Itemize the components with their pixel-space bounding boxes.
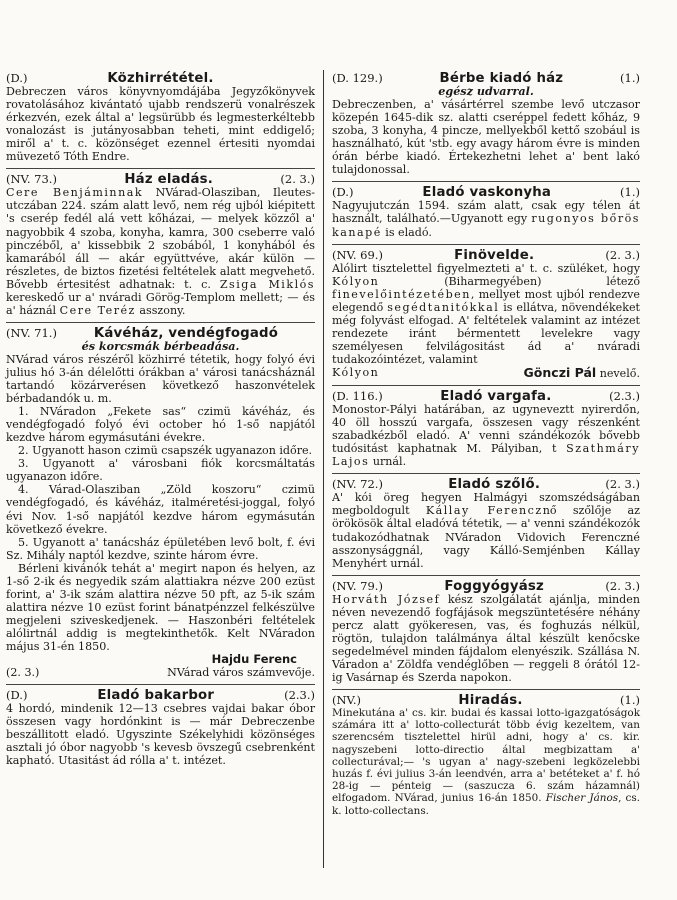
ad-number: (1.) xyxy=(620,185,640,200)
separator xyxy=(332,244,640,245)
ad-heading xyxy=(6,327,315,340)
ad-title: Finövelde. xyxy=(454,247,535,263)
ad-title: Kávéház, vendégfogadó xyxy=(93,325,279,341)
ad-number: (2. 3.) xyxy=(6,666,40,680)
ad-ref: (D.) xyxy=(6,688,28,703)
ad-vargafa xyxy=(332,390,640,468)
ad-number: (2. 3.) xyxy=(605,477,640,492)
ad-heading xyxy=(332,249,640,262)
ad-number: (1.) xyxy=(620,71,640,85)
ad-heading xyxy=(6,173,315,186)
separator xyxy=(6,168,315,169)
ad-kozhirretetel xyxy=(6,72,315,163)
ad-finovelde xyxy=(332,249,640,380)
ad-title: Eladó vargafa. xyxy=(440,389,552,405)
separator xyxy=(6,322,315,323)
staff-name: segédtanitókkal xyxy=(387,300,500,314)
ad-number: (2. 3.) xyxy=(605,247,640,262)
ad-heading xyxy=(332,390,640,403)
ad-number: (2.3.) xyxy=(284,688,315,703)
ad-ref: (D.) xyxy=(6,71,28,85)
ad-haz-eladas xyxy=(6,173,315,317)
contact-name: Zsiga Miklós xyxy=(219,277,315,291)
ad-title: Ház eladás. xyxy=(124,172,214,188)
ad-body: Debreczen város könyvnyomdájába Jegyzőkönyvek rovatolásához kivántató ujabb rendszerü vonalrészek érkezvén, ezek által a' legsürübb és legmesterkéltebb vonalozást is jutányosabban teheti, mint eddigelő; miről a' t. c. közönséget ezennel értesiti nyomdai müvezető Tóth Endre. xyxy=(6,85,315,164)
ad-body: Debreczenben, a' vásártérrel szembe levő utczasor közepén 1645-dik sz. alatti cseréppel fedett kőház, 9 szoba, 3 konyha, 4 pincze, mellyekből kettő szobául is használható, kút 'stb. egy avagy három évre is minden órán bérbe kiadó. Értekezhetni lehet a' bent lakó tulajdonossal. xyxy=(332,98,640,177)
ad-kavehaz xyxy=(6,327,315,679)
institute-name: finevelőintézetében xyxy=(332,287,471,301)
ad-heading xyxy=(332,186,640,199)
right-column xyxy=(332,72,640,817)
ad-vaskonyha xyxy=(332,186,640,238)
ad-ref: (D. 116.) xyxy=(332,389,383,404)
ad-ref: (D. 129.) xyxy=(332,71,383,85)
ad-heading xyxy=(6,689,315,702)
contact-name: Szathmáry Lajos xyxy=(332,442,640,469)
ad-title: Eladó szőlő. xyxy=(448,477,541,493)
signer-name: Gönczi Pál xyxy=(523,364,597,380)
ad-body: Nagyujutczán 1594. szám alatt, csak egy télen át használt, található.—Ugyanott egy rugonyos bőrös kanapé is eladó. xyxy=(332,199,641,239)
ad-heading xyxy=(332,694,640,707)
ad-foggyogyasz xyxy=(332,580,640,684)
ad-title: Hiradás. xyxy=(458,693,523,709)
ad-ref: (NV. 73.) xyxy=(6,172,57,187)
dentist-name: Horváth József xyxy=(332,592,441,606)
column-divider xyxy=(323,70,324,868)
ad-number: (2. 3.) xyxy=(280,172,315,187)
place-name: Kólyon xyxy=(332,365,380,379)
list-item: 4. Várad-Olasziban „Zöld koszoru“ czimü vendégfogadó, és kávéház, italméretési-joggal, folyó évi Nov. 1-ső napjától kezdve három egymásután következő évekre. xyxy=(6,483,315,536)
ad-heading xyxy=(6,72,315,85)
place-name: Kólyon xyxy=(332,274,380,288)
ad-body: 4 hordó, mindenik 12—13 csebres vajdai bakar óbor összesen vagy hordónkint is — már Debreczenbe beszállitott eladó. Ugyszinte Székelyhidi közönséges asztali jó óbor nagyobb 's kevesb övszegű csebrenként kapható. Utasitást ád rólla a' t. intézet. xyxy=(6,702,315,768)
item-name: rugonyos bőrös kanapé xyxy=(332,212,641,239)
ad-intro: NVárad város részéről közhirré tétetik, hogy folyó évi julius hó 3-án délelőtti órákban a' városi tanácsháznál tartandó közárverésen következő haszonvételek bérbadandók u. m. xyxy=(6,352,315,406)
ad-heading xyxy=(332,580,640,593)
ad-body: Alólirt tisztelettel figyelmezteti a' t. c. szüléket, hogy Kólyon (Biharmegyében) létező finevelőintézetében, mellyet most ujból rendezve elegendő segédtanitókkal is ellátva, növendékeket még folyvást elfogad. A' feltételek valamint az intézet rendezete iránt bérmentett levelekre vagy személyesen felvilágositást ád a' nváradi tudakozóintézet, valamint xyxy=(332,261,640,366)
ad-subtitle: és korcsmák bérbeadása. xyxy=(81,338,240,353)
ad-ref: (NV. 72.) xyxy=(332,477,383,492)
ad-title: Eladó bakarbor xyxy=(97,688,215,704)
ad-body: Minekutána a' cs. kir. budai és kassai lotto-igazgatóságok számára itt a' lotto-collecturát több évig kezeltem, van szerencsém tisztelettel hirül adni, hogy a' cs. kir. nagyszebeni lotto-directio által megbizattam a' collecturával;— 's ugyan a' nagy-szebeni legközelebbi huzás f. évi julius 3-án leendvén, arra a' betéteket a' f. hó 28-ig — pénteig — (saszucza 6. szám házamnál) elfogadom. NVárad, junius 16-án 1850. Fischer János, cs. k. lotto-collectans. xyxy=(332,707,641,817)
separator xyxy=(332,689,640,690)
list-item: 5. Ugyanott a' tanácsház épületében levő bolt, f. évi Sz. Mihály naptól kezdve, szinte három évre. xyxy=(6,535,315,562)
separator xyxy=(332,385,640,386)
signer-row xyxy=(332,366,640,380)
ad-szolo xyxy=(332,478,640,569)
separator xyxy=(332,575,640,576)
ad-number: (1.) xyxy=(620,693,640,708)
ad-title: Bérbe kiadó ház xyxy=(439,71,564,86)
list-item: 2. Ugyanott hason czimü csapszék ugyanazon időre. xyxy=(18,444,313,458)
ad-ref: (D.) xyxy=(332,185,354,200)
ad-title: Közhirrététel. xyxy=(107,71,214,86)
separator xyxy=(332,473,640,474)
ad-body: Monostor-Pályi határában, az ugyneveztt nyirerdőn, 40 öll hosszú vargafa, összesen vagy részenként szabadkézből eladó. A' venni szándékozók bővebb tudósitást kaphatnak M. Pályiban, t Szathmáry Lajos urnál. xyxy=(332,403,640,469)
ad-outro: Bérleni kivánók tehát a' megirt napon és helyen, az 1-ső 2-ik és negyedik szám alattiakra nézve 200 ezüst forint, a' 3-ik szám alattira nézve 50 pft, az 5-ik szám alattira nézve 10 ezüst forint bánatpénzzel felkészülve megjeleni sziveskedjenek. — Haszonbéri feltételek alólirtnál addig is megtekinthetők. Kelt NVáradon május 31-én 1850. xyxy=(6,561,315,653)
ad-hirades xyxy=(332,694,640,817)
signer-row xyxy=(6,666,315,679)
ad-title: Foggyógyász xyxy=(444,578,544,594)
owner-name: Kállay Ferencz xyxy=(425,504,543,518)
ad-berbe-kiado-haz xyxy=(332,72,640,176)
signer-role: nevelő. xyxy=(599,366,640,380)
ad-bakarbor xyxy=(6,689,315,767)
separator xyxy=(332,181,640,182)
ad-body: Cere Benjáminnak NVárad-Olasziban, Ileutes-utczában 224. szám alatt levő, nem rég ujból kiépitett 's cserép fedél alá vett kőházai, — melyek közzől a' nagyobbik 4 szoba, konyha, kamra, 300 cseberre való pinczéből, a' kissebbik 2 szobából, 1 konyhából és kamarából áll — akár együttvéve, akár külön — részletes, de biztos fizetési feltételek alatt megvehető. Bővebb értesitést adhatnak: t. c. Zsiga Miklós kereskedő ur a' nváradi Görög-Templom mellett; — és a' háznál Cere Teréz asszony. xyxy=(6,186,316,317)
ad-body: Horváth József kész szolgálatát ajánlja, minden néven nevezendő fogfájások megszüntetésére néhány percz alatt gyökeresen, vas, és foghuzás nélkül, rögtön, tulajdon találmánya által készült kenőcske segedelmével minden fájdalom elenyészik. Szállása N. Váradon a' Zöldfa vendéglőben — reggeli 8 órától 12-ig Vasárnap és Szerda napokon. xyxy=(332,592,640,684)
signer-name: Hajdu Ferenc xyxy=(211,652,297,667)
list-item: 3. Ugyanott a' városbani fiók korcsmáltatás ugyanazon időre. xyxy=(6,457,315,484)
signer xyxy=(524,366,640,380)
list-item: 1. NVáradon „Fekete sas“ czimü kávéház, és vendégfogadó folyó évi october hó 1-ső napjától kezdve három egymásutáni évekre. xyxy=(6,405,315,445)
ad-number: (2.3.) xyxy=(609,389,640,404)
ad-ref: (NV. 79.) xyxy=(332,578,383,593)
signer-role: NVárad város számvevője. xyxy=(167,666,315,680)
separator xyxy=(6,684,315,685)
ad-title: Eladó vaskonyha xyxy=(422,185,552,201)
ad-heading xyxy=(332,478,640,491)
ad-subtitle: egész udvarral. xyxy=(438,84,534,99)
contact-name-2: Cere Teréz xyxy=(59,303,136,317)
ad-number: (2. 3.) xyxy=(605,578,640,593)
ad-ref: (NV.) xyxy=(332,693,361,708)
left-column xyxy=(6,72,315,767)
signer-name: Fischer János xyxy=(545,792,619,805)
ad-ref: (NV. 69.) xyxy=(332,247,383,262)
ad-ref: (NV. 71.) xyxy=(6,325,57,340)
owner-name: Cere Benjáminnak xyxy=(6,186,144,200)
ad-body: A' kói öreg hegyen Halmágyi szomszédságában megboldogult Kállay Ferencznő szőlője az örökösök által eladóvá tétetik, — a' venni szándékozók tudakozódhatnak NVáradon Vidovich Ferenczné asszonysággnál, vagy Kálló-Semjénben Kállay Menyhért urnál. xyxy=(332,491,640,570)
